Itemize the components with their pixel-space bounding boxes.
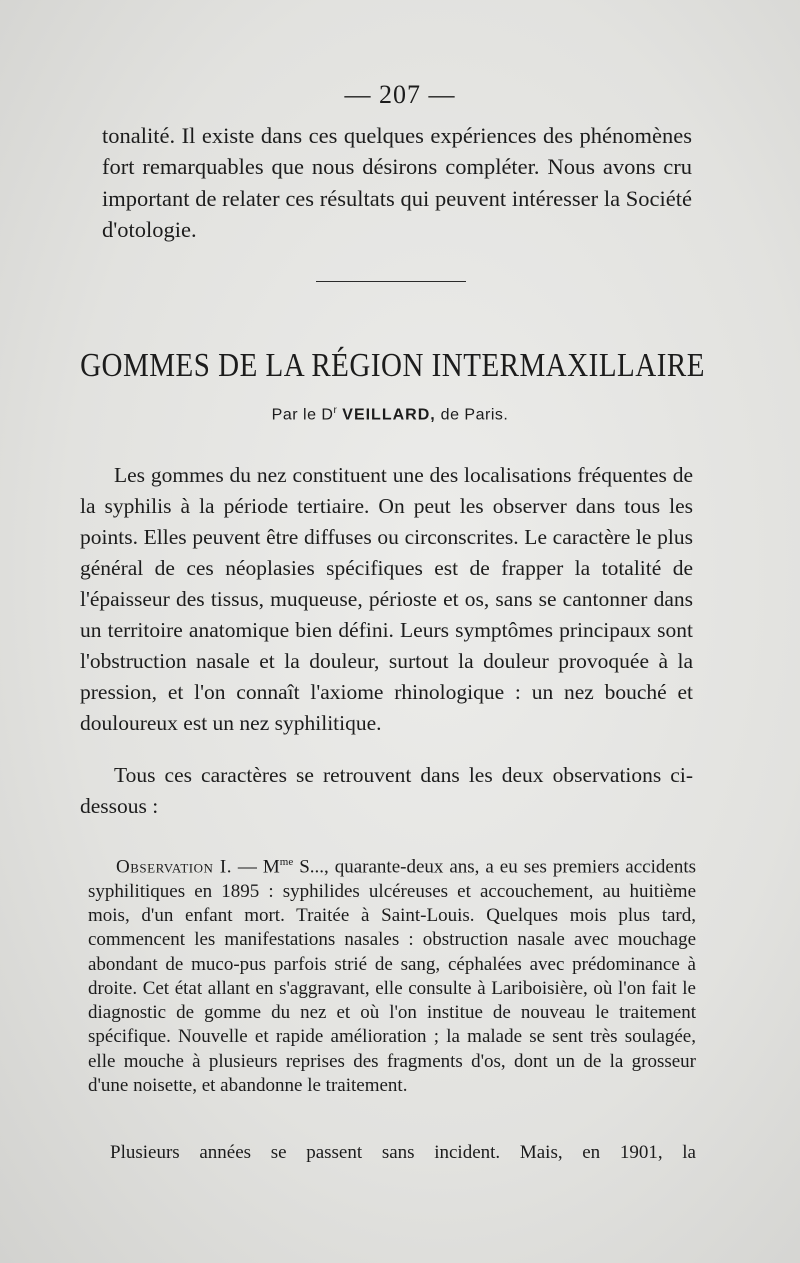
author-name: VEILLARD, [342,406,436,424]
observation-superscript: me [279,856,294,868]
article-title: GOMMES DE LA RÉGION INTERMAXILLAIRE [80,347,705,384]
byline-suffix: de Paris. [440,406,509,424]
byline-superscript: r [333,405,338,416]
observation-dash: — M [231,856,280,878]
intro-paragraph: Les gommes du nez constituent une des localisations fréquentes de la syphilis à la période tertiaire. On peut les observer dans tous les points. Elles peuvent être diffuses ou circonscrites. Le caractère le plus général de ces néoplasies spécifiques est de frapper la totalité de l'épaisseur des tissus, muqueuse, périoste et os, sans se cantonner dans un territoire anatomique bien défini. Leurs symptômes principaux sont l'obstruction nasale et la douleur, surtout la douleur provoquée à la pression, et l'on connaît l'axiome rhinologique : un nez bouché et douloureux est un nez syphilitique. [80,463,693,735]
observation-text: S..., quarante-deux ans, a eu ses premiers accidents syphilitiques en 1895 : syphilides ulcéreuses et accouchement, au huitième mois, d'un enfant mort. Traitée à Saint-Louis. Quelques mois plus tard, commencent les manifestations nasales : obstruction nasale avec mouchage abondant de muco-pus parfois strié de sang, céphalées avec prédominance à droite. Cet état allant en s'aggravant, elle consulte à Lariboisière, où l'on fait le diagnostic de gomme du nez et où l'on institue de nouveau le traitement spécifique. Nouvelle et rapide amélioration ; la malade se sent très soulagée, elle mouche à plusieurs reprises des fragments d'os, dont un de la grosseur d'une noisette, et abandonne le traitement. [88,856,696,1096]
transition-paragraph: Tous ces caractères se retrouvent dans les deux observations ci-dessous : [80,763,693,818]
top-paragraph: tonalité. Il existe dans ces quelques expériences des phénomènes fort remarquables que nous désirons compléter. Nous avons cru important de relater ces résultats qui peuvent intéresser la Société d'otologie. [102,123,692,242]
page-number: — 207 — [344,80,456,109]
byline-prefix: Par le D [271,406,334,424]
observation-label: Observation I. [116,856,232,878]
section-divider [316,281,466,282]
article-byline [0,405,780,424]
observation-paragraph [88,850,696,1098]
continuation-paragraph: Plusieurs années se passent sans incident. Mais, en 1901, la [110,1142,696,1163]
